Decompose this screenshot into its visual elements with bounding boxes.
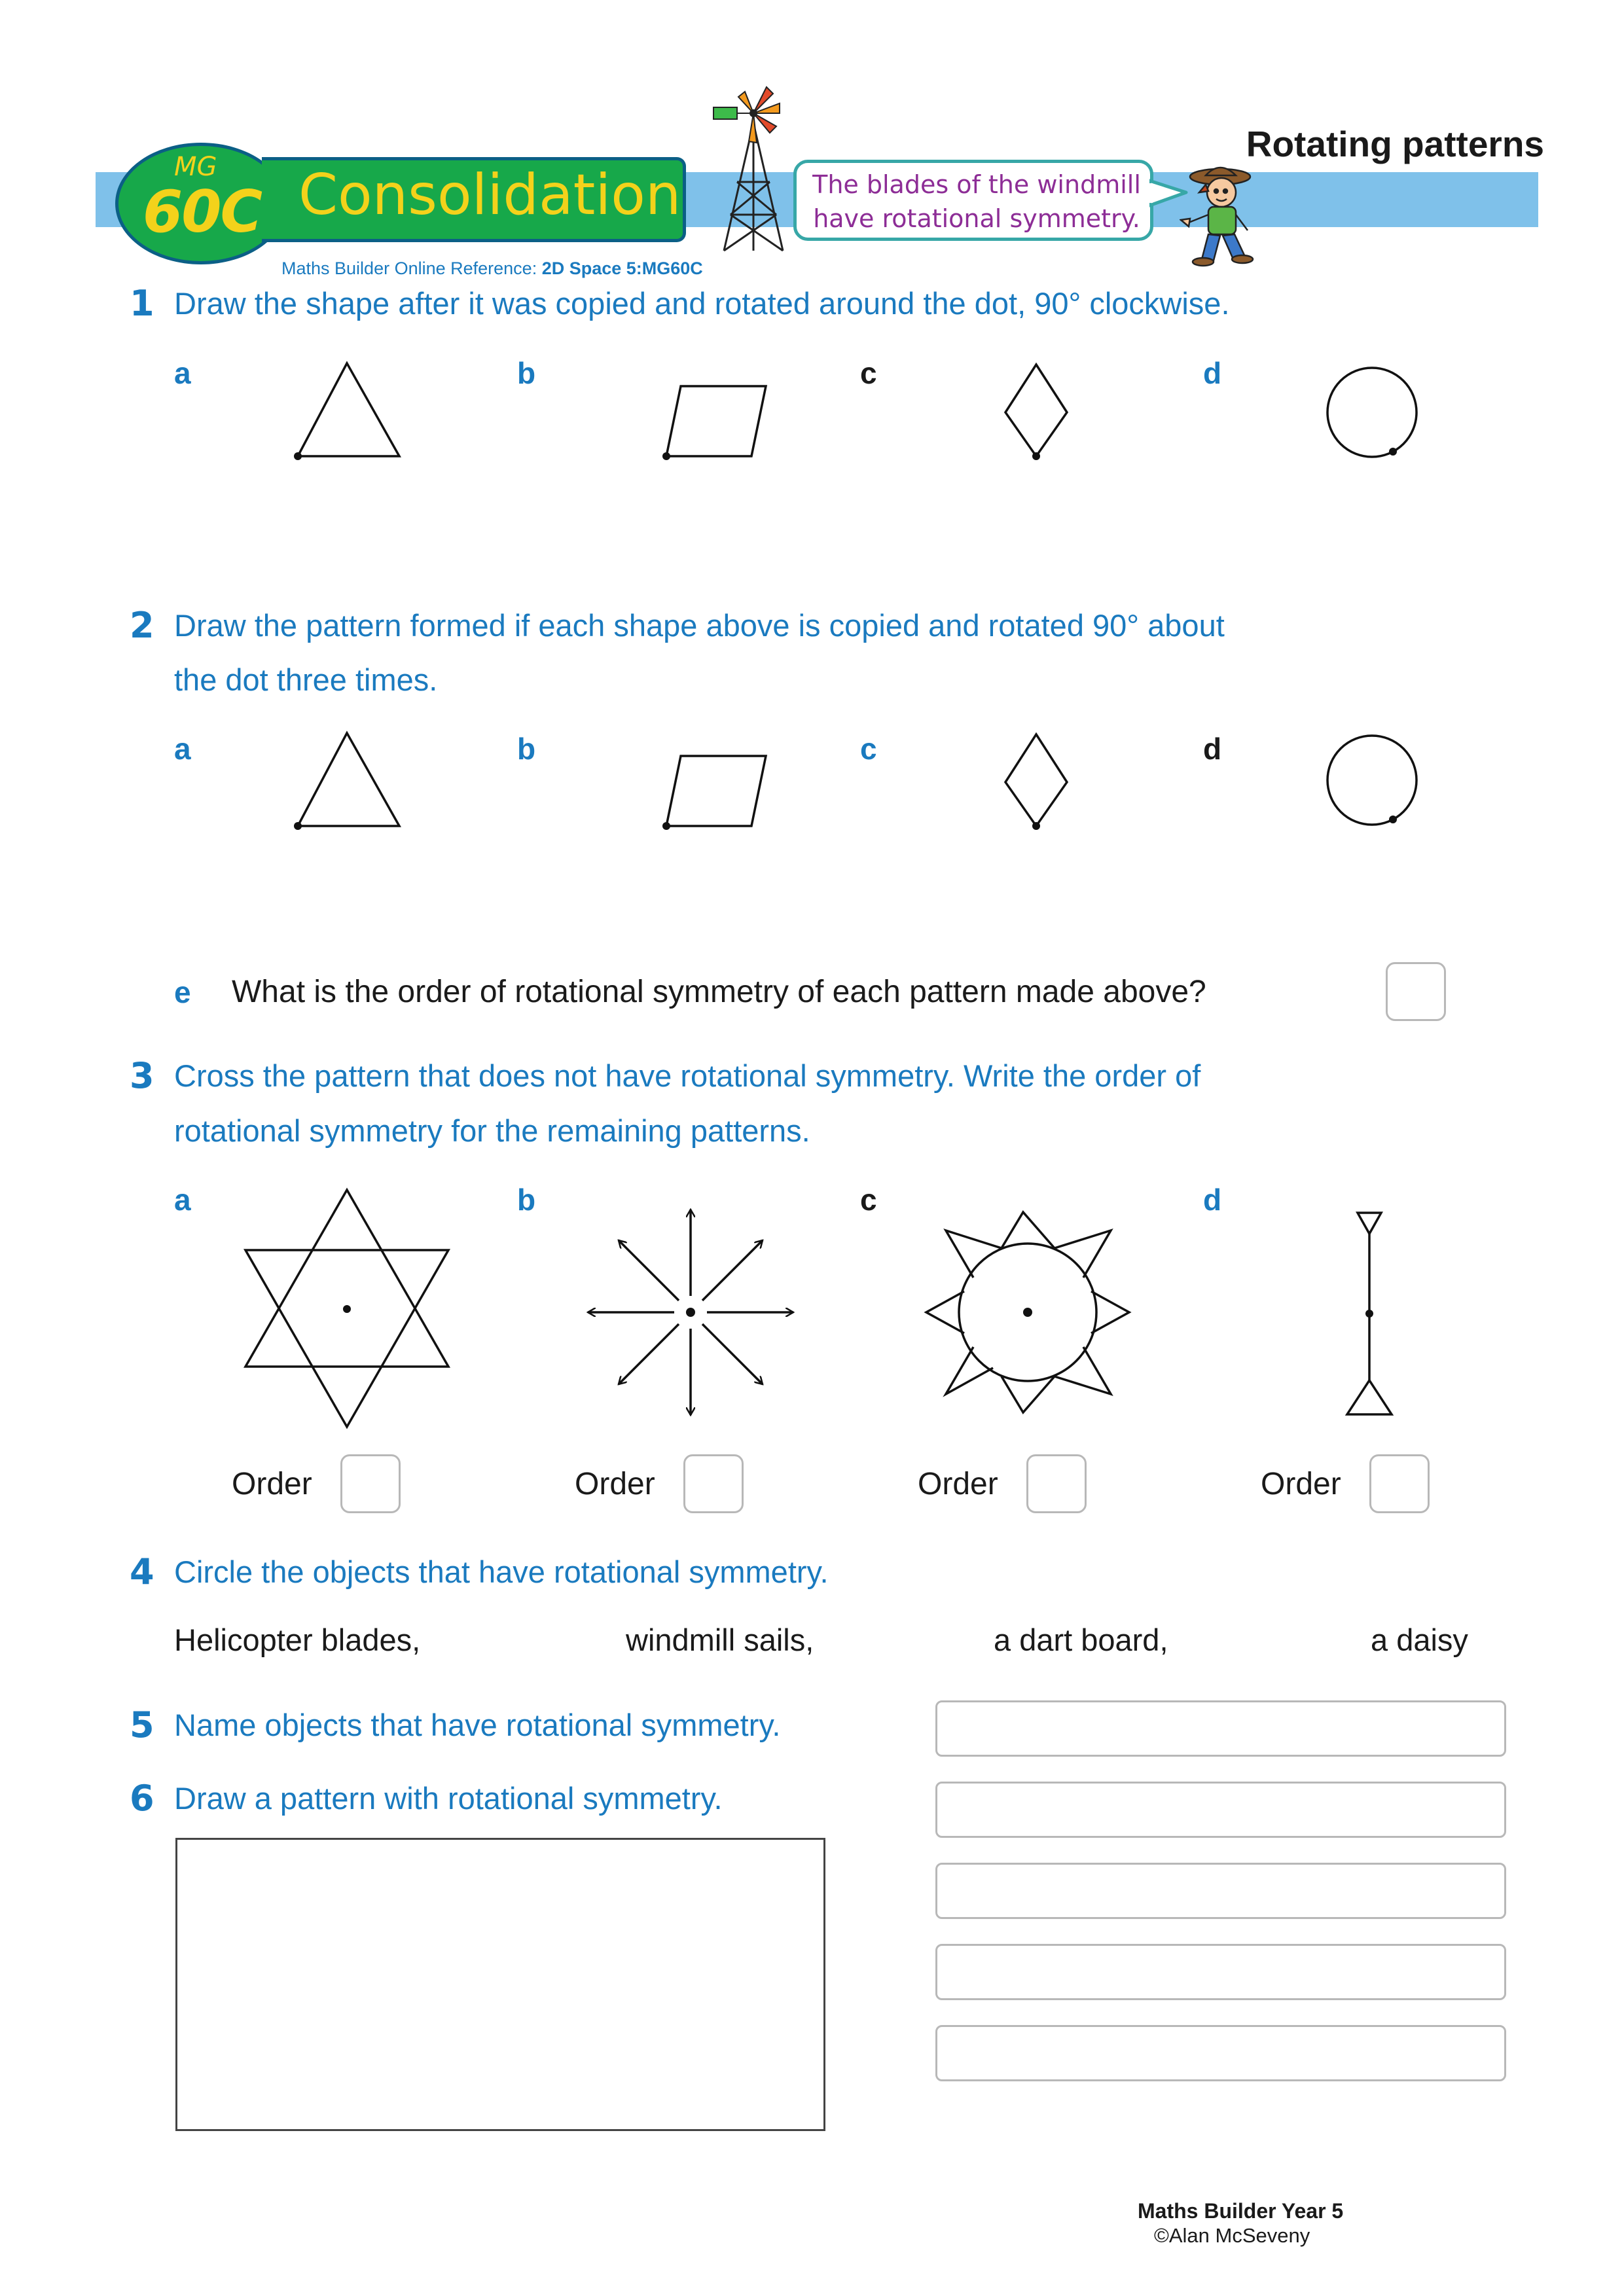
q1-label-a: a bbox=[174, 356, 191, 390]
q5-answer-line-5[interactable] bbox=[935, 2025, 1506, 2081]
cartoon-boy-icon bbox=[1180, 162, 1271, 267]
q5-answer-line-1[interactable] bbox=[935, 1700, 1506, 1757]
q4-object-windmill[interactable]: windmill sails, bbox=[626, 1623, 814, 1657]
q3d-order-label: Order bbox=[1261, 1467, 1341, 1501]
reference-value: 2D Space 5:MG60C bbox=[541, 259, 703, 278]
q6-drawing-box[interactable] bbox=[175, 1838, 825, 2131]
q5-answer-line-4[interactable] bbox=[935, 1944, 1506, 2000]
section-title: Consolidation bbox=[298, 162, 681, 228]
q2-number: 2 bbox=[130, 605, 154, 646]
q6-text: Draw a pattern with rotational symmetry. bbox=[174, 1781, 723, 1816]
q2-text-line1: Draw the pattern formed if each shape above is copied and rotated 90° about bbox=[174, 608, 1225, 643]
q3-star-pattern[interactable] bbox=[236, 1185, 458, 1440]
q1-label-b: b bbox=[517, 356, 536, 390]
q2e-answer-box[interactable] bbox=[1386, 962, 1446, 1021]
speech-bubble-text: The blades of the windmill have rotational symmetry. bbox=[812, 170, 1141, 233]
q2-circle[interactable] bbox=[1320, 728, 1424, 833]
q1-label-d: d bbox=[1203, 356, 1222, 390]
q3-label-b: b bbox=[517, 1183, 536, 1217]
q2-label-d: d bbox=[1203, 732, 1222, 766]
q5-answer-line-2[interactable] bbox=[935, 1782, 1506, 1838]
q2-part-e-text: What is the order of rotational symmetry of each pattern made above? bbox=[232, 975, 1206, 1009]
q5-text: Name objects that have rotational symmetry. bbox=[174, 1708, 781, 1742]
q2-parallelogram[interactable] bbox=[655, 746, 779, 831]
q3c-order-label: Order bbox=[918, 1467, 998, 1501]
q1-number: 1 bbox=[130, 283, 154, 324]
badge-code: 60C bbox=[143, 178, 262, 245]
q6-number: 6 bbox=[130, 1778, 154, 1819]
q2-rhombus[interactable] bbox=[994, 726, 1079, 838]
q4-number: 4 bbox=[130, 1551, 154, 1592]
q2-triangle[interactable] bbox=[288, 726, 406, 838]
q3-text-line2: rotational symmetry for the remaining patterns. bbox=[174, 1113, 810, 1148]
page-title: Rotating patterns bbox=[1246, 124, 1544, 164]
q2-text-line2: the dot three times. bbox=[174, 662, 438, 697]
q3-arrows-pattern[interactable] bbox=[583, 1204, 799, 1420]
q3d-order-box[interactable] bbox=[1369, 1454, 1430, 1513]
q2-label-e: e bbox=[174, 975, 191, 1009]
q3-text-line1: Cross the pattern that does not have rotational symmetry. Write the order of bbox=[174, 1058, 1201, 1093]
q2-label-c: c bbox=[860, 732, 877, 766]
q1-text: Draw the shape after it was copied and rotated around the dot, 90° clockwise. bbox=[174, 286, 1230, 321]
q4-object-daisy[interactable]: a daisy bbox=[1371, 1623, 1468, 1657]
q4-object-dartboard[interactable]: a dart board, bbox=[994, 1623, 1168, 1657]
windmill-icon bbox=[704, 84, 803, 254]
q3a-order-label: Order bbox=[232, 1467, 312, 1501]
q3b-order-label: Order bbox=[575, 1467, 655, 1501]
q2-label-b: b bbox=[517, 732, 536, 766]
reference-line bbox=[281, 259, 703, 279]
q3a-order-box[interactable] bbox=[340, 1454, 401, 1513]
q3-line-pattern[interactable] bbox=[1337, 1208, 1402, 1424]
q3-label-a: a bbox=[174, 1183, 191, 1217]
q1-parallelogram[interactable] bbox=[655, 376, 779, 461]
q1-circle[interactable] bbox=[1320, 360, 1424, 465]
q3-label-d: d bbox=[1203, 1183, 1222, 1217]
q4-text: Circle the objects that have rotational symmetry. bbox=[174, 1554, 829, 1589]
q4-object-helicopter[interactable]: Helicopter blades, bbox=[174, 1623, 421, 1657]
footer-copyright: ©Alan McSeveny bbox=[1154, 2224, 1310, 2247]
q1-label-c: c bbox=[860, 356, 877, 390]
badge-mg: MG bbox=[174, 152, 217, 182]
footer-book-title: Maths Builder Year 5 bbox=[1138, 2199, 1344, 2223]
q5-number: 5 bbox=[130, 1704, 154, 1746]
q1-triangle[interactable] bbox=[288, 357, 406, 468]
q3-sun-pattern[interactable] bbox=[920, 1204, 1136, 1420]
q1-rhombus[interactable] bbox=[994, 357, 1079, 468]
q2-label-a: a bbox=[174, 732, 191, 766]
q3b-order-box[interactable] bbox=[683, 1454, 744, 1513]
reference-label: Maths Builder Online Reference: bbox=[281, 259, 542, 278]
q3c-order-box[interactable] bbox=[1026, 1454, 1087, 1513]
q3-number: 3 bbox=[130, 1055, 154, 1096]
q3-label-c: c bbox=[860, 1183, 877, 1217]
q5-answer-line-3[interactable] bbox=[935, 1863, 1506, 1919]
